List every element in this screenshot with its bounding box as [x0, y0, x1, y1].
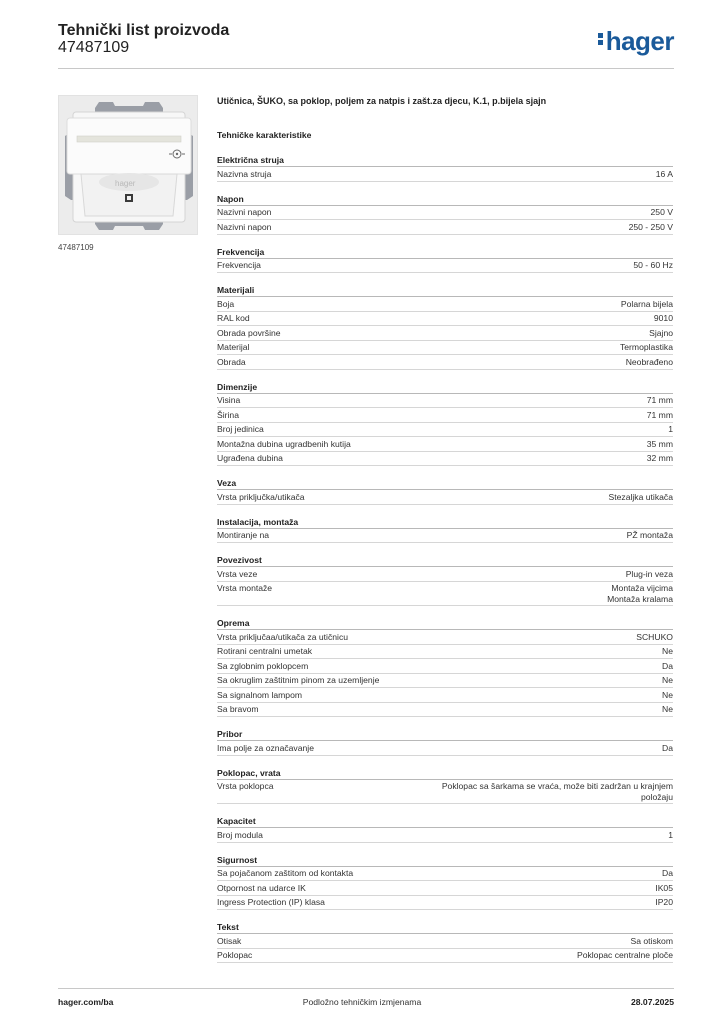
spec-row [217, 703, 673, 718]
spec-group [217, 554, 673, 606]
spec-group [217, 728, 673, 756]
spec-row [217, 452, 673, 467]
spec-value: IP20 [655, 897, 673, 907]
spec-row [217, 867, 673, 882]
spec-value: Sa otiskom [630, 935, 673, 946]
spec-row [217, 220, 673, 235]
spec-value: 50 - 60 Hz [633, 260, 673, 270]
spec-row [217, 259, 673, 274]
image-caption: 47487109 [58, 243, 94, 252]
spec-value: Termoplastika [619, 342, 673, 352]
spec-label: Nazivni napon [217, 207, 272, 217]
spec-label: Sa pojačanom zaštitom od kontakta [217, 868, 354, 878]
spec-label: Rotirani centralni umetak [217, 646, 313, 656]
spec-value: Ne [662, 675, 673, 685]
spec-label: Otisak [217, 935, 242, 946]
spec-group [217, 617, 673, 717]
spec-value: 1 [668, 829, 673, 840]
spec-row [217, 437, 673, 452]
spec-groups [217, 154, 673, 963]
spec-label: Ima polje za označavanje [217, 742, 314, 753]
spec-label: Broj jedinica [217, 424, 264, 434]
spec-label: Sa okruglim zaštitnim pinom za uzemljenje [217, 675, 380, 685]
spec-value: 9010 [653, 313, 673, 323]
spec-group-title: Dimenzije [217, 381, 673, 394]
spec-row [217, 630, 673, 645]
spec-group [217, 154, 673, 182]
spec-row [217, 394, 673, 409]
spec-row [217, 326, 673, 341]
spec-label: Broj modula [217, 829, 263, 840]
spec-group-title: Frekvencija [217, 246, 673, 259]
spec-value: 32 mm [646, 453, 673, 463]
spec-label: Poklopac [217, 950, 253, 960]
spec-row [217, 949, 673, 964]
spec-group-title: Pribor [217, 728, 673, 741]
footer-divider [58, 988, 674, 989]
spec-group-title: Napon [217, 193, 673, 206]
spec-label: Sa zglobnim poklopcem [217, 660, 309, 671]
spec-value: 1 [668, 424, 673, 434]
spec-label: Vrsta poklopca [217, 781, 274, 791]
spec-label: Boja [217, 298, 235, 309]
spec-value: 250 V [650, 207, 673, 217]
logo-dots-icon [598, 31, 604, 47]
spec-value: 71 mm [646, 395, 673, 405]
product-image [58, 95, 198, 235]
spec-group-title: Električna struja [217, 154, 673, 167]
spec-row [217, 206, 673, 221]
spec-row [217, 529, 673, 544]
spec-group [217, 477, 673, 505]
footer-website: hager.com/ba [58, 997, 114, 1007]
spec-value: Poklopac centralne ploče [576, 950, 673, 960]
document-title: Tehnički list proizvoda [58, 22, 230, 39]
spec-row [217, 355, 673, 370]
spec-group-title: Poklopac, vrata [217, 767, 673, 780]
spec-group [217, 516, 673, 544]
spec-label: Visina [217, 395, 241, 405]
spec-value: Plug-in veza [625, 568, 673, 579]
spec-row [217, 659, 673, 674]
spec-row [217, 674, 673, 689]
spec-row [217, 423, 673, 438]
spec-value: 250 - 250 V [628, 221, 673, 232]
spec-value: Sjajno [649, 327, 673, 338]
spec-value: IK05 [655, 882, 673, 893]
spec-group [217, 767, 673, 805]
spec-row [217, 167, 673, 182]
spec-label: Vrsta priključaa/utikača za utičnicu [217, 631, 349, 642]
hager-logo [598, 26, 674, 57]
spec-row [217, 408, 673, 423]
spec-label: Sa bravom [217, 704, 259, 714]
spec-value: Poklopac sa šarkama se vraća, može biti zadržan u krajnjem položaju [441, 781, 673, 802]
spec-group-title: Oprema [217, 617, 673, 630]
spec-value: Ne [662, 704, 673, 714]
section-heading: Tehničke karakteristike [217, 130, 312, 140]
spec-value: Ne [662, 689, 673, 700]
spec-group-title: Veza [217, 477, 673, 490]
product-description: Utičnica, ŠUKO, sa poklop, poljem za natpis i zašt.za djecu, K.1, p.bijela sjajn [217, 96, 547, 106]
spec-label: Frekvencija [217, 260, 261, 270]
spec-row [217, 645, 673, 660]
spec-row [217, 490, 673, 505]
spec-group-title: Kapacitet [217, 815, 673, 828]
socket-product-icon [59, 96, 198, 235]
svg-text:hager: hager [115, 179, 136, 188]
spec-label: Obrada [217, 356, 246, 367]
spec-value: Da [662, 742, 673, 753]
spec-row [217, 881, 673, 896]
spec-label: Montažna dubina ugradbenih kutija [217, 438, 351, 449]
spec-row [217, 896, 673, 911]
specifications-content [217, 95, 673, 963]
spec-row [217, 341, 673, 356]
spec-label: Vrsta priključka/utikača [217, 491, 305, 502]
footer-date: 28.07.2025 [630, 997, 674, 1007]
spec-group [217, 381, 673, 467]
spec-label: Vrsta veze [217, 568, 258, 579]
spec-group-title: Instalacija, montaža [217, 516, 673, 529]
spec-value: PŽ montaža [626, 530, 673, 540]
header-divider [58, 68, 674, 69]
spec-group-title: Povezivost [217, 554, 673, 567]
spec-value: 16 A [655, 168, 673, 179]
document-number: 47487109 [58, 39, 130, 56]
document-header [58, 22, 674, 68]
spec-row [217, 312, 673, 327]
spec-value: 35 mm [646, 438, 673, 449]
spec-group [217, 854, 673, 911]
spec-row [217, 780, 673, 805]
spec-label: Vrsta montaže [217, 583, 273, 593]
spec-label: Nazivni napon [217, 221, 272, 232]
spec-label: Ingress Protection (IP) klasa [217, 897, 325, 907]
spec-value: Ne [662, 646, 673, 656]
spec-label: Materijal [217, 342, 250, 352]
spec-row [217, 297, 673, 312]
spec-row [217, 741, 673, 756]
logo-text: hager [605, 26, 674, 56]
spec-label: Ugrađena dubina [217, 453, 283, 463]
spec-label: Montiranje na [217, 530, 270, 540]
spec-value: Da [662, 660, 673, 671]
spec-label: Nazivna struja [217, 168, 272, 179]
spec-row [217, 828, 673, 843]
spec-group-title: Materijali [217, 284, 673, 297]
spec-row [217, 934, 673, 949]
spec-value: Polarna bijela [620, 298, 673, 309]
spec-row [217, 567, 673, 582]
spec-group [217, 246, 673, 274]
spec-group [217, 284, 673, 370]
spec-label: Širina [217, 409, 239, 420]
footer-note: Podložno tehničkim izmjenama [302, 997, 422, 1007]
spec-group [217, 815, 673, 843]
spec-label: Sa signalnom lampom [217, 689, 303, 700]
spec-label: RAL kod [217, 313, 250, 323]
spec-label: Otpornost na udarce IK [217, 882, 306, 893]
spec-value: 71 mm [646, 409, 673, 420]
spec-value: SCHUKO [636, 631, 673, 642]
spec-value: Stezaljka utikača [608, 491, 673, 502]
spec-group [217, 193, 673, 235]
spec-value: Da [662, 868, 673, 878]
spec-row [217, 582, 673, 607]
spec-group-title: Tekst [217, 921, 673, 934]
spec-group-title: Sigurnost [217, 854, 673, 867]
spec-value: Neobrađeno [625, 356, 673, 367]
spec-group [217, 921, 673, 963]
spec-label: Obrada površine [217, 327, 281, 338]
spec-row [217, 688, 673, 703]
spec-value: Montaža vijcima Montaža kralama [607, 583, 673, 604]
